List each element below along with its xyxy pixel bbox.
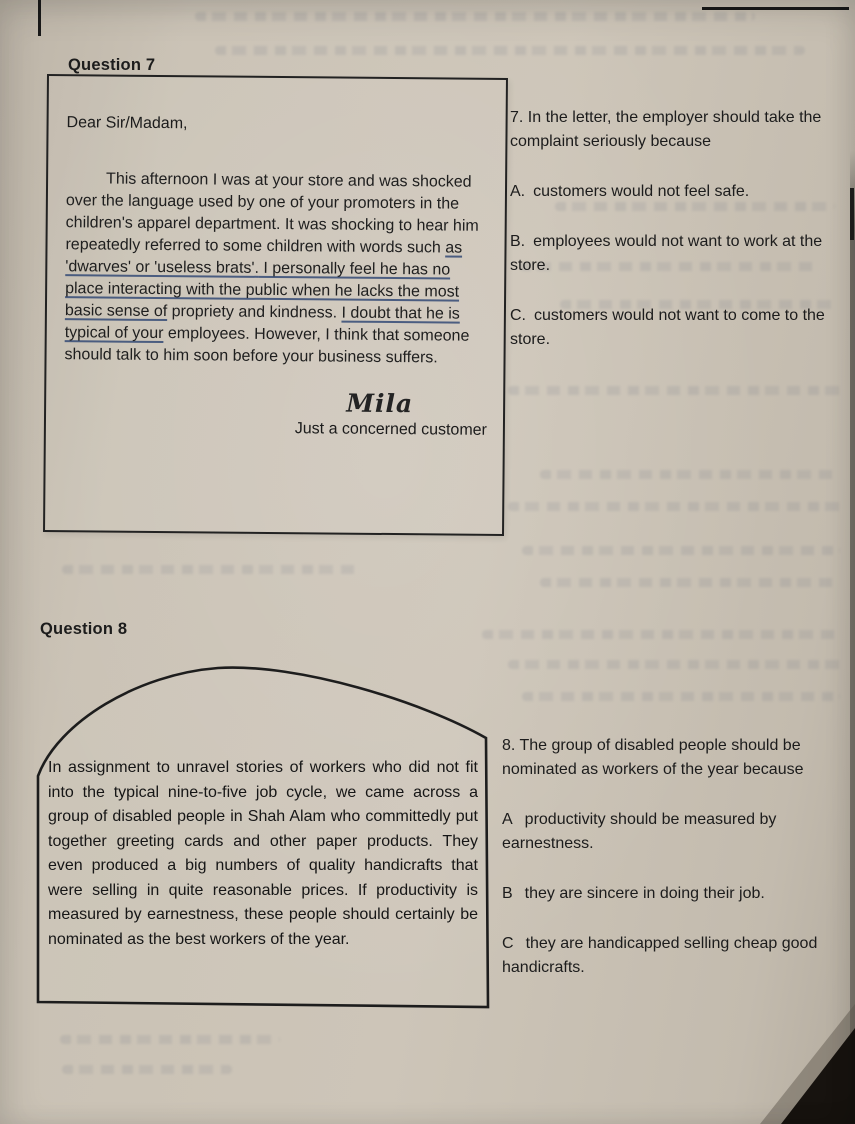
question8-heading: Question 8 <box>40 619 128 638</box>
question7-block <box>510 106 832 352</box>
letter-text: This afternoon I was at your store and was shocked over the language used by one of your promoters in the children's apparel department. It was shocking to hear him repeatedly referred to some children with words such <box>65 170 479 257</box>
question7-number: 7. <box>510 109 524 126</box>
top-right-rule <box>702 7 849 10</box>
option-label: B <box>502 885 513 902</box>
option-label: C <box>502 935 514 952</box>
letter-text-underlined: I personally feel he has no place interacting with the public when he lacks the most basic sense of <box>64 259 460 321</box>
question8-option-a <box>502 808 824 856</box>
question8-stem <box>502 734 824 782</box>
option-label: C. <box>510 307 526 324</box>
question8-option-c <box>502 932 824 980</box>
letter-signature: Mila <box>346 388 414 419</box>
bleed-through-line <box>195 12 755 21</box>
option-text: customers would not want to come to the store. <box>510 307 825 348</box>
bleed-through-line <box>215 46 805 55</box>
letter-signoff: Just a concerned customer <box>294 420 487 439</box>
question8-option-b <box>502 882 824 906</box>
letter-box <box>43 74 508 536</box>
bleed-through-line <box>482 630 838 639</box>
question8-number: 8. <box>502 737 516 754</box>
question7-stem-text: In the letter, the employer should take the complaint seriously because <box>510 109 822 150</box>
letter-text: employees. However, I think that someone should talk to him soon before your business suffers. <box>64 325 470 367</box>
letter-text-underlined: as 'dwarves' or 'useless brats'. <box>65 239 463 277</box>
option-text: employees would not want to work at the store. <box>510 233 823 274</box>
bleed-through-line <box>540 578 838 587</box>
question7-heading: Question 7 <box>68 55 156 74</box>
bleed-through-line <box>540 470 840 479</box>
option-text: customers would not feel safe. <box>533 183 750 200</box>
option-text: productivity should be measured by earnestness. <box>502 811 777 852</box>
right-edge-shadow <box>850 150 855 1124</box>
bleed-through-line <box>522 546 840 555</box>
letter-body <box>64 168 493 370</box>
question7-stem <box>510 106 832 154</box>
question7-option-a <box>510 180 832 204</box>
option-label: A <box>502 811 513 828</box>
letter-text-underlined: I doubt that he is typical of your <box>64 304 460 343</box>
bleed-through-line <box>508 386 843 395</box>
question8-block <box>502 734 824 980</box>
option-label: A. <box>510 183 526 200</box>
option-label: B. <box>510 233 526 250</box>
left-margin-tick <box>38 0 41 36</box>
bleed-through-line <box>60 1035 280 1044</box>
letter-salutation: Dear Sir/Madam, <box>66 114 188 133</box>
letter-text: propriety and kindness. <box>167 303 342 322</box>
question8-stem-text: The group of disabled people should be nominated as workers of the year because <box>502 737 804 778</box>
page-corner-fold <box>781 1028 855 1124</box>
right-edge-mark <box>850 188 854 240</box>
passage8-text: In assignment to unravel stories of workers who did not fit into the typical nine-to-five job cycle, we came across a group of disabled people in Shah Alam who committedly put together greeting cards and other paper products. They even produced a big numbers of quality handicrafts that were selling in quite reasonable prices. If productivity is measured by earnestness, these people should certainly be nominated as the best workers of the year. <box>48 759 478 948</box>
bleed-through-line <box>62 565 362 574</box>
question7-option-b <box>510 230 832 278</box>
bleed-through-line <box>62 1065 232 1074</box>
option-text: they are sincere in doing their job. <box>524 885 765 902</box>
question7-option-c <box>510 304 832 352</box>
bleed-through-line <box>508 660 843 669</box>
option-text: they are handicapped selling cheap good handicrafts. <box>502 935 818 976</box>
bleed-through-line <box>508 502 843 511</box>
bleed-through-line <box>522 692 840 701</box>
